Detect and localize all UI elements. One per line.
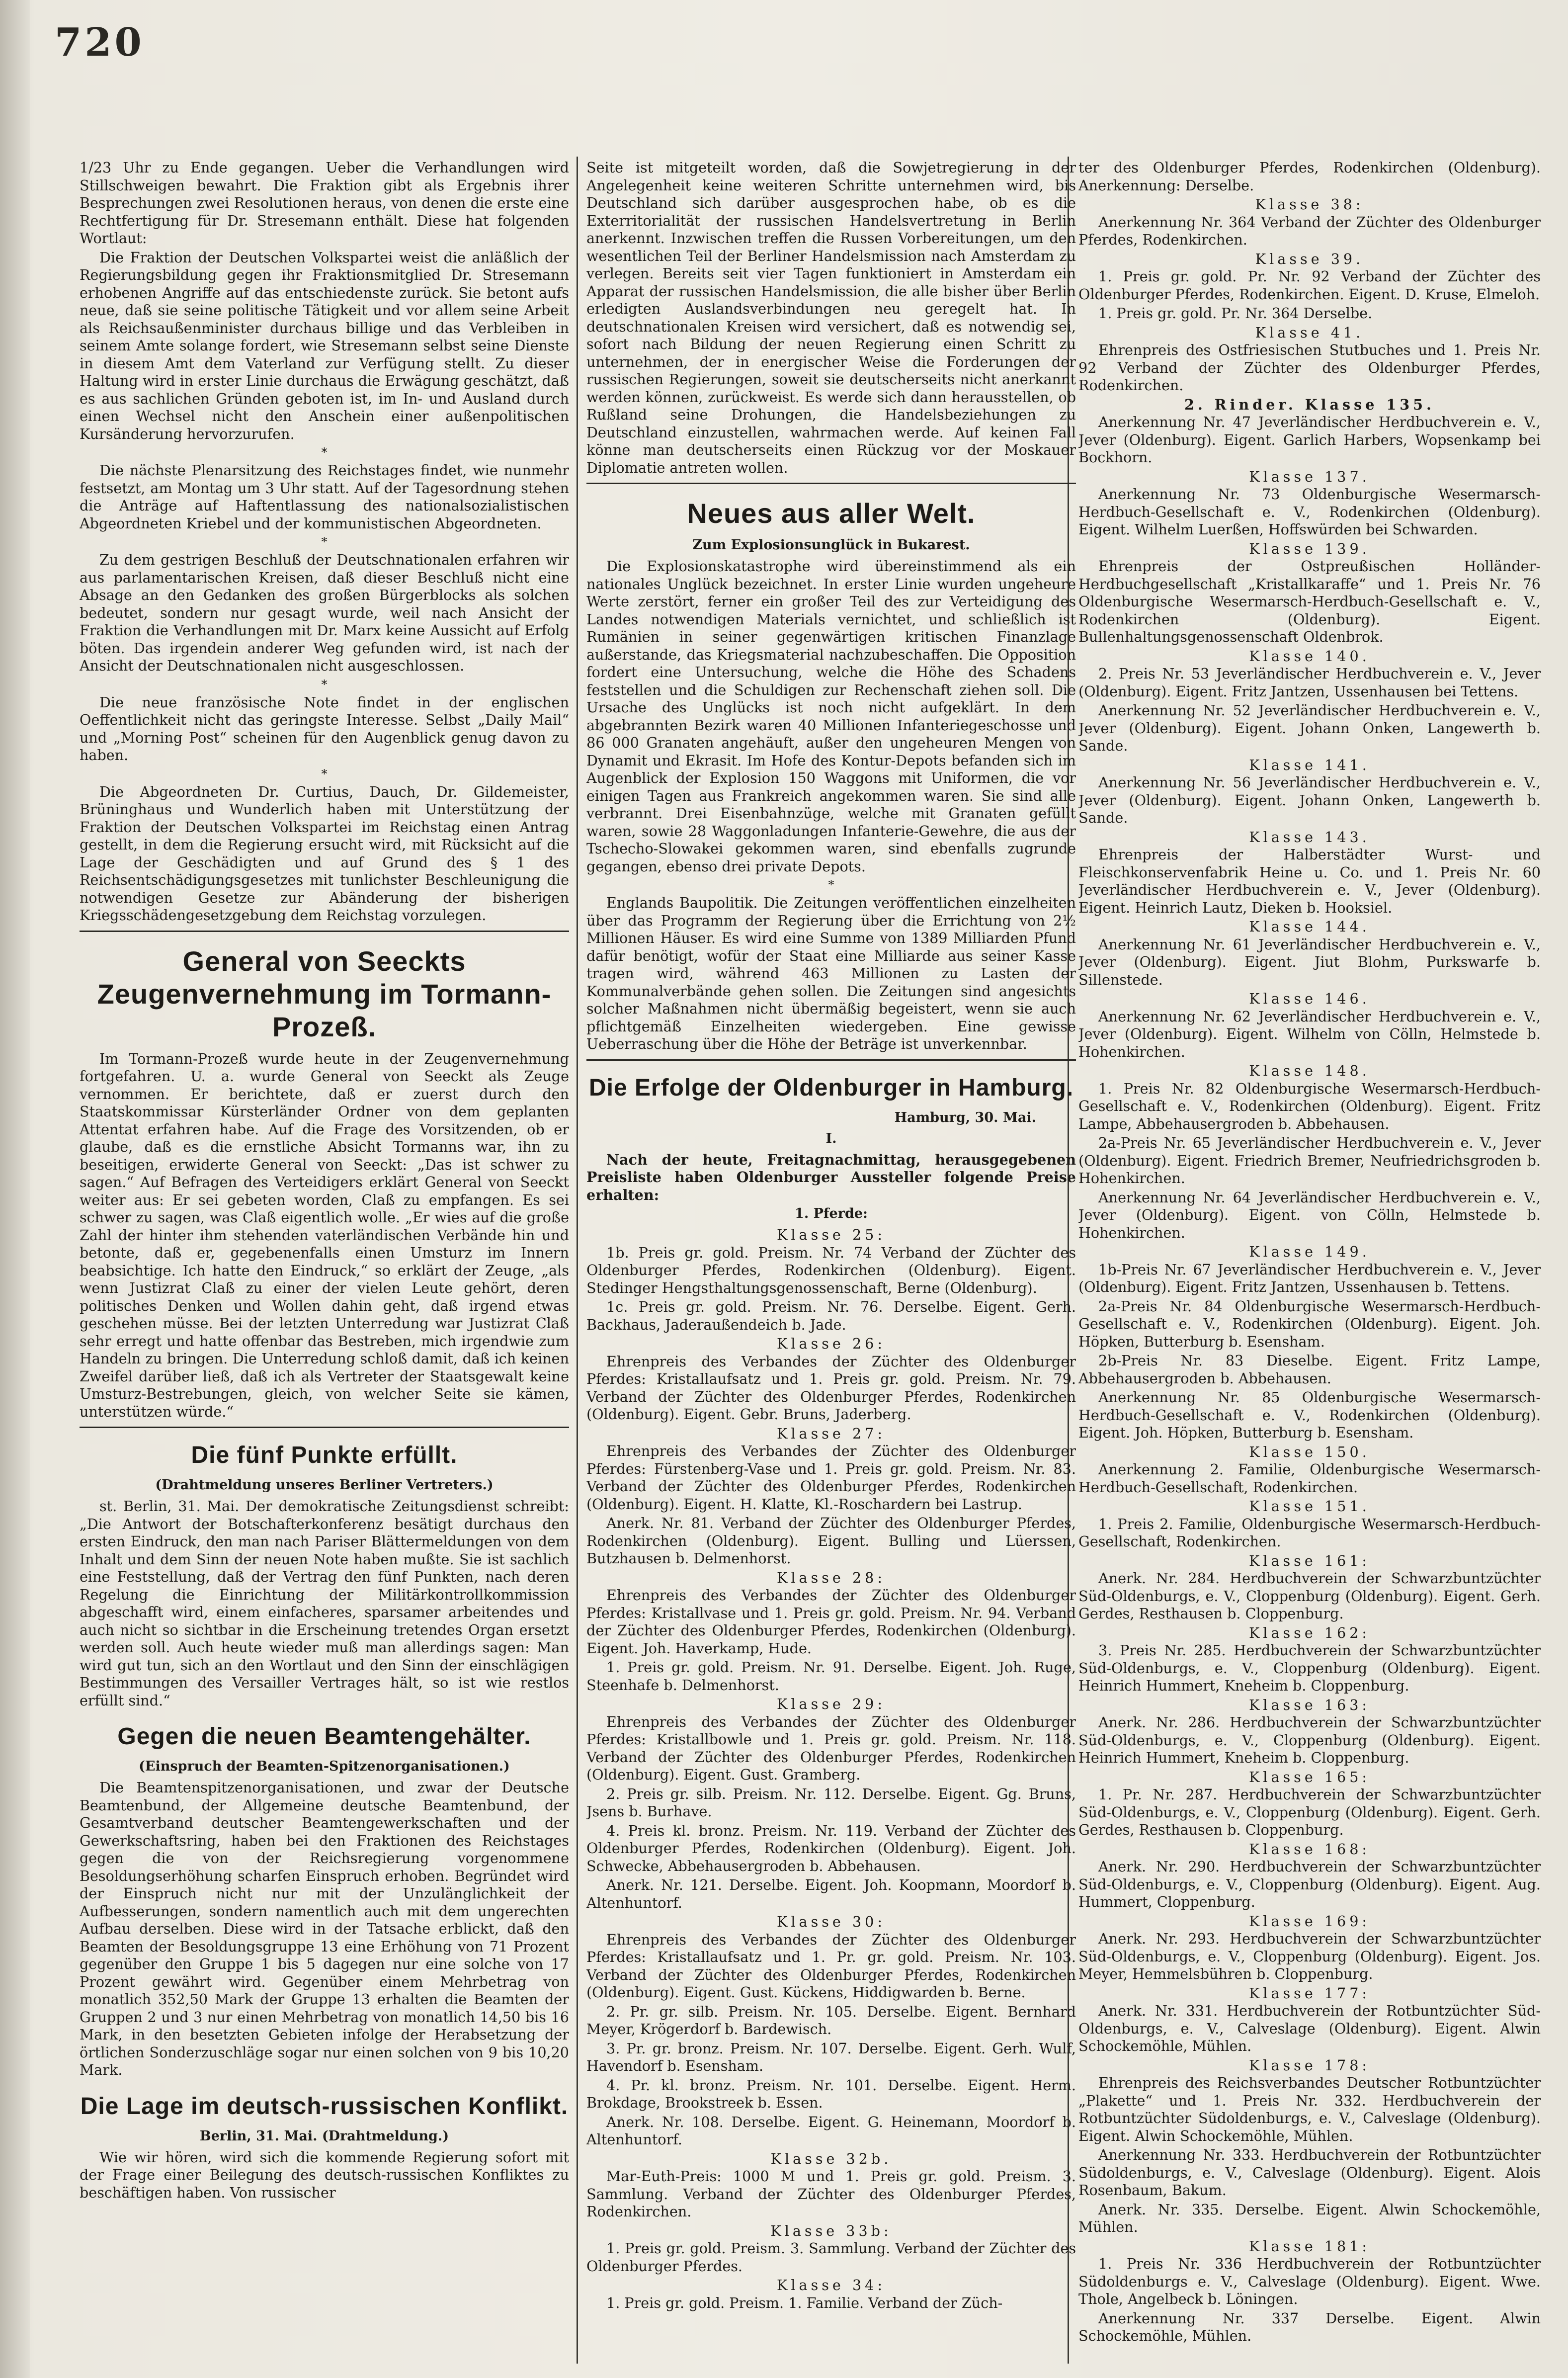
prize-entry: Ehrenpreis des Ostfriesischen Stutbuches und 1. Preis Nr. 92 Verband der Züchter des Oldenburger Pferdes, Rodenkirchen. xyxy=(1078,341,1541,394)
prize-entry: 3. Pr. gr. bronz. Preism. Nr. 107. Derselbe. Eigent. Gerh. Wulf, Havendorf b. Esensham. xyxy=(586,2039,1076,2074)
class-heading: Klasse 30: xyxy=(777,1913,886,1930)
prize-entry: 1. Preis 2. Familie, Oldenburgische Wesermarsch-Herdbuch-Gesellschaft, Rodenkirchen. xyxy=(1078,1515,1541,1550)
prize-entry: 1b. Preis gr. gold. Preism. Nr. 74 Verband der Züchter des Oldenburger Pferdes, Rodenkirchen (Oldenburg). Eigent. Stedinger Hengsthaltungsgenossenschaft, Berne (Oldenburg). xyxy=(586,1244,1076,1296)
article-paragraph: Die Beamtenspitzenorganisationen, und zwar der Deutsche Beamtenbund, der Allgemeine deutsche Beamtenbund, der Gesamtverband deutscher Beamtengewerkschaften und der Gewerkschaftsring, haben bei den Fraktionen des Reichstages gegen die von der Reichsregierung vorgenommene Besoldungserhöhung scharfen Einspruch erhoben. Begründet wird der Einspruch nicht nur mit der Unzulänglichkeit der Aufbesserungen, sondern namentlich auch mit dem ungerechten Aufbau derselben. Diese wird in der Tatsache erblickt, daß den Beamten der Besoldungsgruppe 13 eine Erhöhung von 71 Prozent gegenüber den Gruppe 1 bis 5 dagegen nur eine solche von 17 Prozent gewährt wird. Gegenüber einem Mehrbetrag von monatlich 352,50 Mark der Gruppe 13 erhalten die Beamten der Gruppen 2 und 3 nur einen Mehrbetrag von monatlich 14,50 bis 16 Mark, in den besetzten Gebieten infolge der Herabsetzung der örtlichen Sonderzuschläge sogar nur einen solchen von 9 bis 10,20 Mark. xyxy=(80,1779,569,2078)
prize-entry: Ehrenpreis der Ostpreußischen Holländer-Herdbuchgesellschaft „Kristallkaraffe“ und 1. Preis Nr. 76 Oldenburgische Wesermarsch-Herdbuch-Gesellschaft e. V., Rodenkirchen (Oldenburg). Eigent. Bullenhaltungsgenossenschaft Oldenbrok. xyxy=(1078,558,1541,645)
dateline: Hamburg, 30. Mai. xyxy=(894,1109,1036,1125)
article-paragraph: Im Tormann-Prozeß wurde heute in der Zeugenvernehmung fortgefahren. U. a. wurde General von Seeckt als Zeuge vernommen. Er berichtete, daß er zuerst durch den Staatskommissar Kürsterländer Ordner von dem geplanten Attentat erfahren habe. Auf die Frage des Vorsitzenden, ob er glaube, daß es die ernstliche Absicht Tormanns war, ihn zu beseitigen, erwiderte General von Seeckt: „Das ist schwer zu sagen.“ Auf Befragen des Verteidigers erklärt General von Seeckt weiter aus: Er sei gebeten worden, Claß zu empfangen. Es sei schwer zu sagen, was Claß eigentlich wolle. „Er wies auf die große Zahl der hinter ihm stehenden vaterländischen Verbände hin und betonte, daß er, gegebenenfalls einen Umsturz im Innern beabsichtige. Ich hatte den Eindruck,“ so erklärt der Zeuge, „als wenn Justizrat Claß zu einer der vielen Leute gehört, deren politisches Denken und Wollen dahin geht, daß irgend etwas geschehen müsse. Bei der letzten Unterredung war Justizrat Claß sehr erregt und hatte offenbar das Bestreben, mich irgendwie zum Handeln zu bringen. Die Unterredung schloß damit, daß ich keinen Zweifel darüber ließ, daß ich als Vertreter der Staatsgewalt keine Umsturz-Bestrebungen, gleich, von welcher Seite sie kämen, unterstützen würde.“ xyxy=(80,1050,569,1420)
prize-entry: Anerkennung Nr. 61 Jeverländischer Herdbuchverein e. V., Jever (Oldenburg). Eigent. Jiut Blohm, Purkswarfe b. Sillenstede. xyxy=(1078,935,1541,988)
headline-konflikt: Die Lage im deutsch-russischen Konflikt. xyxy=(80,2093,569,2120)
dateline: Berlin, 31. Mai. (Drahtmeldung.) xyxy=(199,2128,449,2144)
class-heading: Klasse 32b. xyxy=(770,2150,892,2167)
class-heading: Klasse 143. xyxy=(1249,828,1370,846)
class-heading: Klasse 28: xyxy=(777,1569,886,1586)
prize-entry: 1. Pr. Nr. 287. Herdbuchverein der Schwarzbuntzüchter Süd-Oldenburgs, e. V., Cloppenburg (Oldenburg). Eigent. Gerh. Gerdes, Resthausen b. Cloppenburg. xyxy=(1078,1786,1541,1838)
prize-entry: 4. Pr. kl. bronz. Preism. Nr. 101. Derselbe. Eigent. Herm. Brokdage, Brookstreek b. Essen. xyxy=(586,2076,1076,2111)
class-heading: Klasse 163: xyxy=(1248,1696,1371,1713)
prize-entry: Ehrenpreis des Verbandes der Züchter des Oldenburger Pferdes: Kristallaufsatz und 1. Pr. gr. gold. Preism. Nr. 103. Verband der Züchter des Oldenburger Pferdes, Rodenkirchen (Oldenburg). Eigent. Gust. Kückens, Hiddigwarden b. Berne. xyxy=(586,1931,1076,2001)
prize-entry: Anerk. Nr. 284. Herdbuchverein der Schwarzbuntzüchter Süd-Oldenburgs, e. V., Cloppenburg (Oldenburg). Eigent. Gerh. Gerdes, Resthausen b. Cloppenburg. xyxy=(1078,1570,1541,1622)
article-paragraph: Die neue französische Note findet in der englischen Oeffentlichkeit nicht das geringste Interesse. Selbst „Daily Mail“ und „Morning Post“ scheinen für den Augenblick genug davon zu haben. xyxy=(80,693,569,764)
prize-list xyxy=(1078,159,1541,2345)
column-rule xyxy=(577,157,578,2364)
class-heading: Klasse 162: xyxy=(1248,1624,1371,1641)
prize-entry: Ehrenpreis des Reichsverbandes Deutscher Rotbuntzüchter „Plakette“ und 1. Preis Nr. 332. Herdbuchverein der Rotbuntzüchter Südoldenburgs, e. V., Calveslage (Oldenburg). Eigent. Alwin Schockemöhle, Mühlen. xyxy=(1078,2074,1541,2144)
prize-entry: 1. Preis gr. gold. Preism. Nr. 91. Derselbe. Eigent. Joh. Ruge, Steenhafe b. Delmenhorst. xyxy=(586,1659,1076,1694)
column-1 xyxy=(80,159,569,2356)
class-heading: Klasse 168: xyxy=(1248,1840,1371,1858)
class-heading: Klasse 39. xyxy=(1255,250,1364,267)
prize-entry: 1. Preis gr. gold. Pr. Nr. 92 Verband der Züchter des Oldenburger Pferdes, Rodenkirchen. Eigent. D. Kruse, Elmeloh. xyxy=(1078,268,1541,303)
subheadline: Zum Explosionsunglück in Bukarest. xyxy=(692,537,970,553)
prize-entry: Anerk. Nr. 286. Herdbuchverein der Schwarzbuntzüchter Süd-Oldenburgs, e. V., Cloppenburg (Oldenburg). Eigent. Heinrich Hummert, Kneheim b. Cloppenburg. xyxy=(1078,1714,1541,1766)
class-heading: Klasse 27: xyxy=(777,1425,886,1442)
prize-entry: Anerk. Nr. 290. Herdbuchverein der Schwarzbuntzüchter Süd-Oldenburgs, e. V., Cloppenburg (Oldenburg). Eigent. Aug. Hummert, Cloppenburg. xyxy=(1078,1858,1541,1910)
prize-entry: 1c. Preis gr. gold. Preism. Nr. 76. Derselbe. Eigent. Gerh. Backhaus, Jaderaußendeich b. Jade. xyxy=(586,1298,1076,1333)
prize-entry: Anerkennung Nr. 333. Herdbuchverein der Rotbuntzüchter Südoldenburgs, e. V., Calveslage (Oldenburg). Eigent. Alois Rosenbaum, Bakum. xyxy=(1078,2146,1541,2199)
class-heading: Klasse 137. xyxy=(1249,468,1370,485)
article-paragraph: Englands Baupolitik. Die Zeitungen veröffentlichen einzelheiten über das Programm der Regierung über die Errichtung von 2½ Millionen Häuser. Es wird eine Summe von 1389 Milliarden Pfund dafür benötigt, wofür der Staat eine Milliarde aus seiner Kasse tragen wird, während 463 Millionen zu Lasten der Kommunalverbände gehen sollen. Die Zeitungen sind angesichts solcher Maßnahmen nicht übermäßig begeistert, wenn sie auch pflichtgemäß Einzelheiten wiedergeben. Eine gewisse Ueberraschung über die Höhe der Beträge ist unverkennbar. xyxy=(586,894,1076,1052)
class-heading: Klasse 29: xyxy=(777,1696,886,1712)
divider xyxy=(80,931,569,932)
prize-entry: Ehrenpreis des Verbandes der Züchter des Oldenburger Pferdes: Fürstenberg-Vase und 1. Preis gr. gold. Preism. Nr. 83. Verband der Züchter des Oldenburger Pferdes, Rodenkirchen (Oldenburg). Eigent. H. Klatte, Kl.-Roschardern bei Lastrup. xyxy=(586,1443,1076,1513)
article-paragraph: Nach der heute, Freitagnachmittag, herausgegebenen Preisliste haben Oldenburger Aussteller folgende Preise erhalten: xyxy=(586,1151,1076,1203)
class-heading: Klasse 178: xyxy=(1248,2056,1371,2074)
prize-entry: 2. Preis gr. silb. Preism. Nr. 112. Derselbe. Eigent. Gg. Bruns, Jsens b. Burhave. xyxy=(586,1785,1076,1820)
class-heading: Klasse 151. xyxy=(1249,1498,1370,1515)
prize-entry: 1. Preis gr. gold. Pr. Nr. 364 Derselbe. xyxy=(1098,305,1373,322)
headline-beamten: Gegen die neuen Beamtengehälter. xyxy=(117,1723,531,1750)
section-heading: 1. Pferde: xyxy=(795,1206,868,1221)
article-paragraph: Wie wir hören, wird sich die kommende Regierung sofort mit der Frage einer Beilegung des deutsch-russischen Konfliktes zu beschäftigen haben. Von russischer xyxy=(80,2148,569,2201)
separator: * xyxy=(321,766,328,781)
category-heading: 2. Rinder. Klasse 135. xyxy=(1184,396,1435,413)
page-binding xyxy=(0,0,30,2378)
class-heading: Klasse 146. xyxy=(1249,990,1370,1007)
prize-entry: 4. Preis kl. bronz. Preism. Nr. 119. Verband der Züchter des Oldenburger Pferdes, Rodenkirchen (Oldenburg). Eigent. Joh. Schwecke, Abbehausergroden b. Abbehausen. xyxy=(586,1822,1076,1874)
article-paragraph: Die Abgeordneten Dr. Curtius, Dauch, Dr. Gildemeister, Brüninghaus und Wunderlich haben mit Unterstützung der Fraktion der Deutschen Volkspartei im Reichstag einen Antrag gestellt, in dem die Regierung ersucht wird, mit Rücksicht auf die Lage der Geschädigten und auf Grund des § 1 des Reichsentschädigungsgesetzes mit tunlichster Beschleunigung die notwendigen Gesetze zur Abänderung der bisherigen Kriegsschädengesetzgebung dem Reichstag vorzulegen. xyxy=(80,783,569,924)
prize-entry: Anerkennung Nr. 47 Jeverländischer Herdbuchverein e. V., Jever (Oldenburg). Eigent. Garlich Harbers, Wopsenkamp bei Bockhorn. xyxy=(1078,414,1541,466)
class-heading: Klasse 141. xyxy=(1249,756,1370,773)
article-paragraph: st. Berlin, 31. Mai. Der demokratische Zeitungsdienst schreibt: „Die Antwort der Botschafterkonferenz besätigt durchaus den ersten Eindruck, den man nach Pariser Blättermeldungen von dem Inhalt und dem Sinn der neuen Note haben mußte. Sie ist sachlich eine Feststellung, daß der Vertrag den fünf Punkten, nach deren Regelung die Einrichtung der Militärkontrollkommission abgeschafft wird, einem einfacheres, sparsamer arbeitendes und auch nicht so sichtbar in die Erscheinung tretendes Organ ersetzt werden soll. Auch heute wieder muß man allerdings sagen: Man wird gut tun, sich an den Wortlaut und den Sinn der einschlägigen Bestimmungen des Versailler Vertrages hält, so ist wie restlos erfüllt sind.“ xyxy=(80,1498,569,1709)
separator: * xyxy=(828,878,834,892)
prize-entry: Anerkennung Nr. 337 Derselbe. Eigent. Alwin Schockemöhle, Mühlen. xyxy=(1078,2309,1541,2344)
prize-entry: Anerkennung 2. Familie, Oldenburgische Wesermarsch-Herdbuch-Gesellschaft, Rodenkirchen. xyxy=(1078,1461,1541,1496)
prize-entry: 2a-Preis Nr. 65 Jeverländischer Herdbuchverein e. V., Jever (Oldenburg). Eigent. Friedrich Bremer, Neufriedrichsgroden b. Hohenkirchen. xyxy=(1078,1134,1541,1187)
prize-entry: Anerkennung Nr. 52 Jeverländischer Herdbuchverein e. V., Jever (Oldenburg). Eigent. Johann Onken, Langewerth b. Sande. xyxy=(1078,702,1541,754)
prize-entry: 3. Preis Nr. 285. Herdbuchverein der Schwarzbuntzüchter Süd-Oldenburgs, e. V., Cloppenburg (Oldenburg). Eigent. Heinrich Hummert, Kneheim b. Cloppenburg. xyxy=(1078,1642,1541,1694)
article-paragraph: 1/23 Uhr zu Ende gegangen. Ueber die Verhandlungen wird Stillschweigen bewahrt. Die Fraktion gibt als Ergebnis ihrer Besprechungen zwei Resolutionen heraus, von denen die erste eine Rechtfertigung für Dr. Stresemann enthält. Diese hat folgenden Wortlaut: xyxy=(80,159,569,247)
class-heading: Klasse 38: xyxy=(1255,196,1364,213)
prize-list xyxy=(586,1226,1076,2312)
class-heading: Klasse 144. xyxy=(1249,918,1370,935)
prize-entry: Anerk. Nr. 121. Derselbe. Eigent. Joh. Koopmann, Moordorf b. Altenhuntorf. xyxy=(586,1876,1076,1911)
class-heading: Klasse 26: xyxy=(777,1335,886,1352)
class-heading: Klasse 148. xyxy=(1249,1062,1370,1079)
headline-erfolge: Die Erfolge der Oldenburger in Hamburg. xyxy=(588,1074,1074,1101)
class-heading: Klasse 181: xyxy=(1248,2237,1371,2255)
prize-entry: 1b-Preis Nr. 67 Jeverländischer Herdbuchverein e. V., Jever (Oldenburg). Eigent. Fritz Jantzen, Ussenhausen b. Tettens. xyxy=(1078,1261,1541,1295)
prize-entry: 2. Preis Nr. 53 Jeverländischer Herdbuchverein e. V., Jever (Oldenburg). Eigent. Fritz Jantzen, Ussenhausen bei Tettens. xyxy=(1078,665,1541,700)
headline-welt: Neues aus aller Welt. xyxy=(687,498,976,529)
prize-entry: Anerk. Nr. 81. Verband der Züchter des Oldenburger Pferdes, Rodenkirchen (Oldenburg). Eigent. Bulling und Lüerssen, Butzhausen b. Delmenhorst. xyxy=(586,1515,1076,1567)
prize-entry: Anerkennung Nr. 64 Jeverländischer Herdbuchverein e. V., Jever (Oldenburg). Eigent. von Cölln, Helmstede b. Hohenkirchen. xyxy=(1078,1189,1541,1241)
subheadline: (Einspruch der Beamten-Spitzenorganisationen.) xyxy=(139,1759,510,1774)
article-paragraph: Zu dem gestrigen Beschluß der Deutschnationalen erfahren wir aus parlamentarischen Kreisen, daß dieser Beschluß nicht eine Absage an den Gedanken des großen Bürgerblocks als solchen bedeutet, sondern nur gesagt wurde, weil nach Ansicht der Fraktion die Verhandlungen mit Dr. Marx keine Aussicht auf Erfolg böten. Das irgendein anderer Weg gefunden wird, ist nach der Ansicht der Deutschnationalen nicht ausgeschlossen. xyxy=(80,551,569,674)
prize-entry: Anerkennung Nr. 364 Verband der Züchter des Oldenburger Pferdes, Rodenkirchen. xyxy=(1078,213,1541,248)
class-heading: Klasse 34: xyxy=(777,2277,886,2293)
prize-entry: 1. Preis gr. gold. Preism. 1. Familie. Verband der Züch- xyxy=(606,2294,1003,2311)
prize-entry: 1. Preis Nr. 82 Oldenburgische Wesermarsch-Herdbuch-Gesellschaft e. V., Rodenkirchen (Oldenburg). Eigent. Fritz Lampe, Abbehausergroden b. Abbehausen. xyxy=(1078,1080,1541,1132)
class-heading: Klasse 41. xyxy=(1255,324,1364,341)
prize-entry: Anerk. Nr. 335. Derselbe. Eigent. Alwin Schockemöhle, Mühlen. xyxy=(1078,2201,1541,2235)
prize-entry: Anerk. Nr. 293. Herdbuchverein der Schwarzbuntzüchter Süd-Oldenburgs, e. V., Cloppenburg (Oldenburg). Eigent. Jos. Meyer, Hemmelsbühren b. Cloppenburg. xyxy=(1078,1930,1541,1982)
prize-entry: Anerk. Nr. 108. Derselbe. Eigent. G. Heinemann, Moordorf b. Altenhuntorf. xyxy=(586,2113,1076,2148)
prize-entry: 2b-Preis Nr. 83 Dieselbe. Eigent. Fritz Lampe, Abbehausergroden b. Abbehausen. xyxy=(1078,1352,1541,1387)
article-paragraph: Seite ist mitgeteilt worden, daß die Sowjetregierung in der Angelegenheit keine weiteren Schritte unternehmen wird, bis Deutschland sich darüber ausgesprochen habe, ob es die Exterritorialität der russischen Handelsvertretung in Berlin anerkennt. Inzwischen treffen die Russen Vorbereitungen, um den wesentlichen Teil der Berliner Handelsmission nach Amsterdam zu verlegen. Bereits seit vier Tagen funktioniert in Amsterdam ein Apparat der russischen Handelsmission, die alle bisher über Berlin erledigten Auslandsverbindungen neu geregelt hat. In deutschnationalen Kreisen wird versichert, daß es notwendig sei, sofort nach Bildung der neuen Regierung einen Schritt zu unternehmen, der in energischer Weise die Forderungen der russischen Regierungen, soweit sie deutscherseits nicht anerkannt werden können, zurückweist. Es werde sich dann herausstellen, ob Rußland seine Drohungen, die Handelsbeziehungen zu Deutschland einzustellen, wahrmachen werde. Auf keinen Fall könne man deutscherseits einen Rückzug vor der Moskauer Diplomatie antreten wollen. xyxy=(586,159,1076,476)
prize-entry: 1. Preis gr. gold. Preism. 3. Sammlung. Verband der Züchter des Oldenburger Pferdes. xyxy=(586,2240,1076,2275)
prize-entry: Anerkennung Nr. 56 Jeverländischer Herdbuchverein e. V., Jever (Oldenburg). Eigent. Johann Onken, Langewerth b. Sande. xyxy=(1078,774,1541,826)
column-2 xyxy=(586,159,1076,2356)
page-number: 720 xyxy=(55,20,145,65)
headline-seeckt: General von Seeckts Zeugenvernehmung im Tormann-Prozeß. xyxy=(97,945,552,1042)
article-paragraph: Die Explosionskatastrophe wird übereinstimmend als ein nationales Unglück bezeichnet. In erster Linie wurden ungeheure Werte zerstört, ferner ein großer Teil des zur Verteidigung des Landes notwendigen Materials vernichtet, und schließlich ist Rumänien in seiner gegenwärtigen kritischen Finanzlage außerstande, das Kriegsmaterial nachzubeschaffen. Die Opposition fordert eine Untersuchung, welche die Höhe des Schadens feststellen und die Schuldigen zur Rechenschaft ziehen soll. Die Ursache des Unglücks ist noch nicht aufgeklärt. In dem abgebrannten Bezirk waren 40 Millionen Infanteriegeschosse und 86 000 Granaten angehäuft, außer den ungeheuren Mengen von Dynamit und Ekrasit. Im Hofe des Kontur-Depots befanden sich im Augenblick der Explosion 150 Waggons mit Uniformen, die vor einigen Tagen aus Frankreich angekommen waren. Sie sind alle verbrannt. Drei Eisenbahnzüge, welche mit Granaten gefüllt waren, sowie 28 Waggonladungen Infanterie-Gewehre, die aus der Tschecho-Slowakei gekommen waren, sind ebenfalls zugrunde gegangen, ebenso drei private Depots. xyxy=(586,558,1076,875)
separator: * xyxy=(321,677,328,691)
prize-entry: Mar-Euth-Preis: 1000 M und 1. Preis gr. gold. Preism. 3. Sammlung. Verband der Züchter des Oldenburger Pferdes, Rodenkirchen. xyxy=(586,2168,1076,2220)
class-heading: Klasse 140. xyxy=(1249,647,1370,665)
prize-entry: 2. Pr. gr. silb. Preism. Nr. 105. Derselbe. Eigent. Bernhard Meyer, Krögerdorf b. Bardewisch. xyxy=(586,2003,1076,2038)
divider xyxy=(80,1427,569,1428)
article-paragraph: Die Fraktion der Deutschen Volkspartei weist die anläßlich der Regierungsbildung gegen ihr Fraktionsmitglied Dr. Stresemann erhobenen Angriffe auf das entschiedenste zurück. Sie betont aufs neue, daß sie seine politische Tätigkeit und vor allem seine Arbeit als Reichsaußenminister durchaus billige und das Verbleiben in seinem Amte solange fordert, wie Stresemann selbst seine Dienste in diesem Amt dem Vaterland zur Verfügung stellt. Zu dieser Haltung wird in erster Linie durchaus die Erwägung geschätzt, daß es aus sachlichen Gründen geboten ist, im In- und Ausland durch einen Wechsel nicht den Anschein einer außenpolitischen Kursänderung hervorzurufen. xyxy=(80,249,569,442)
column-3 xyxy=(1078,159,1541,2356)
prize-entry: Anerkennung Nr. 85 Oldenburgische Wesermarsch-Herdbuch-Gesellschaft e. V., Rodenkirchen (Oldenburg). Eigent. Joh. Höpken, Butterburg b. Esensham. xyxy=(1078,1389,1541,1441)
divider xyxy=(586,1059,1076,1061)
class-heading: Klasse 139. xyxy=(1249,540,1370,557)
subheadline: (Drahtmeldung unseres Berliner Vertreters.) xyxy=(155,1477,494,1493)
class-heading: Klasse 33b: xyxy=(770,2222,892,2239)
prize-entry: Ehrenpreis des Verbandes der Züchter des Oldenburger Pferdes: Kristallaufsatz und 1. Preis gr. gold. Preism. Nr. 79. Verband der Züchter des Oldenburger Pferdes, Rodenkirchen (Oldenburg). Eigent. Gebr. Bruns, Jaderberg. xyxy=(586,1353,1076,1423)
prize-entry: Ehrenpreis des Verbandes der Züchter des Oldenburger Pferdes: Kristallvase und 1. Preis gr. gold. Preism. Nr. 94. Verband der Züchter des Oldenburger Pferdes, Rodenkirchen (Oldenburg). Eigent. Joh. Haverkamp, Hude. xyxy=(586,1587,1076,1657)
article-paragraph: Die nächste Plenarsitzung des Reichstages findet, wie nunmehr festsetzt, am Montag um 3 Uhr statt. Auf der Tagesordnung stehen die Anträge auf Haftentlassung des nationalsozialistischen Abgeordneten Kriebel und der kommunistischen Abgeordneten. xyxy=(80,462,569,532)
separator: * xyxy=(321,445,328,459)
class-heading: Klasse 161: xyxy=(1248,1552,1371,1569)
prize-entry: Anerkennung Nr. 73 Oldenburgische Wesermarsch-Herdbuch-Gesellschaft e. V., Rodenkirchen (Oldenburg). Eigent. Wilhelm Luerßen, Hoffswürden bei Schwarden. xyxy=(1078,486,1541,538)
class-heading: Klasse 165: xyxy=(1248,1768,1371,1785)
separator: * xyxy=(321,535,328,549)
divider xyxy=(586,483,1076,484)
class-heading: Klasse 25: xyxy=(777,1226,886,1243)
prize-entry: Anerkennung Nr. 62 Jeverländischer Herdbuchverein e. V., Jever (Oldenburg). Eigent. Wilhelm von Cölln, Helmstede b. Hohenkirchen. xyxy=(1078,1008,1541,1060)
prize-entry: 2a-Preis Nr. 84 Oldenburgische Wesermarsch-Herdbuch-Gesellschaft e. V., Rodenkirchen (Oldenburg). Eigent. Joh. Höpken, Butterburg b. Esensham. xyxy=(1078,1297,1541,1350)
prize-entry: Ehrenpreis der Halberstädter Wurst- und Fleischkonservenfabrik Heine u. Co. und 1. Preis Nr. 60 Jeverländischer Herdbuchverein e. V., Jever (Oldenburg). Eigent. Heinrich Lautz, Dieken b. Hooksiel. xyxy=(1078,846,1541,916)
prize-entry: Anerk. Nr. 331. Herdbuchverein der Rotbuntzüchter Süd-Oldenburgs, e. V., Calveslage (Oldenburg). Eigent. Alwin Schockemöhle, Mühlen. xyxy=(1078,2002,1541,2054)
section-roman: I. xyxy=(825,1130,837,1146)
prize-entry: ter des Oldenburger Pferdes, Rodenkirchen (Oldenburg). Anerkennung: Derselbe. xyxy=(1078,159,1541,194)
class-heading: Klasse 150. xyxy=(1249,1443,1370,1460)
class-heading: Klasse 169: xyxy=(1248,1912,1371,1930)
prize-entry: 1. Preis Nr. 336 Herdbuchverein der Rotbuntzüchter Südoldenburgs e. V., Calveslage (Oldenburg). Eigent. Wwe. Thole, Angelbeck b. Löningen. xyxy=(1078,2255,1541,2307)
class-heading: Klasse 149. xyxy=(1249,1243,1370,1260)
class-heading: Klasse 177: xyxy=(1248,1984,1371,2002)
prize-entry: Ehrenpreis des Verbandes der Züchter des Oldenburger Pferdes: Kristallbowle und 1. Preis gr. gold. Preism. Nr. 118. Verband der Züchter des Oldenburger Pferdes, Rodenkirchen (Oldenburg). Eigent. Gust. Gramberg. xyxy=(586,1713,1076,1783)
headline-punkte: Die fünf Punkte erfüllt. xyxy=(191,1442,458,1468)
